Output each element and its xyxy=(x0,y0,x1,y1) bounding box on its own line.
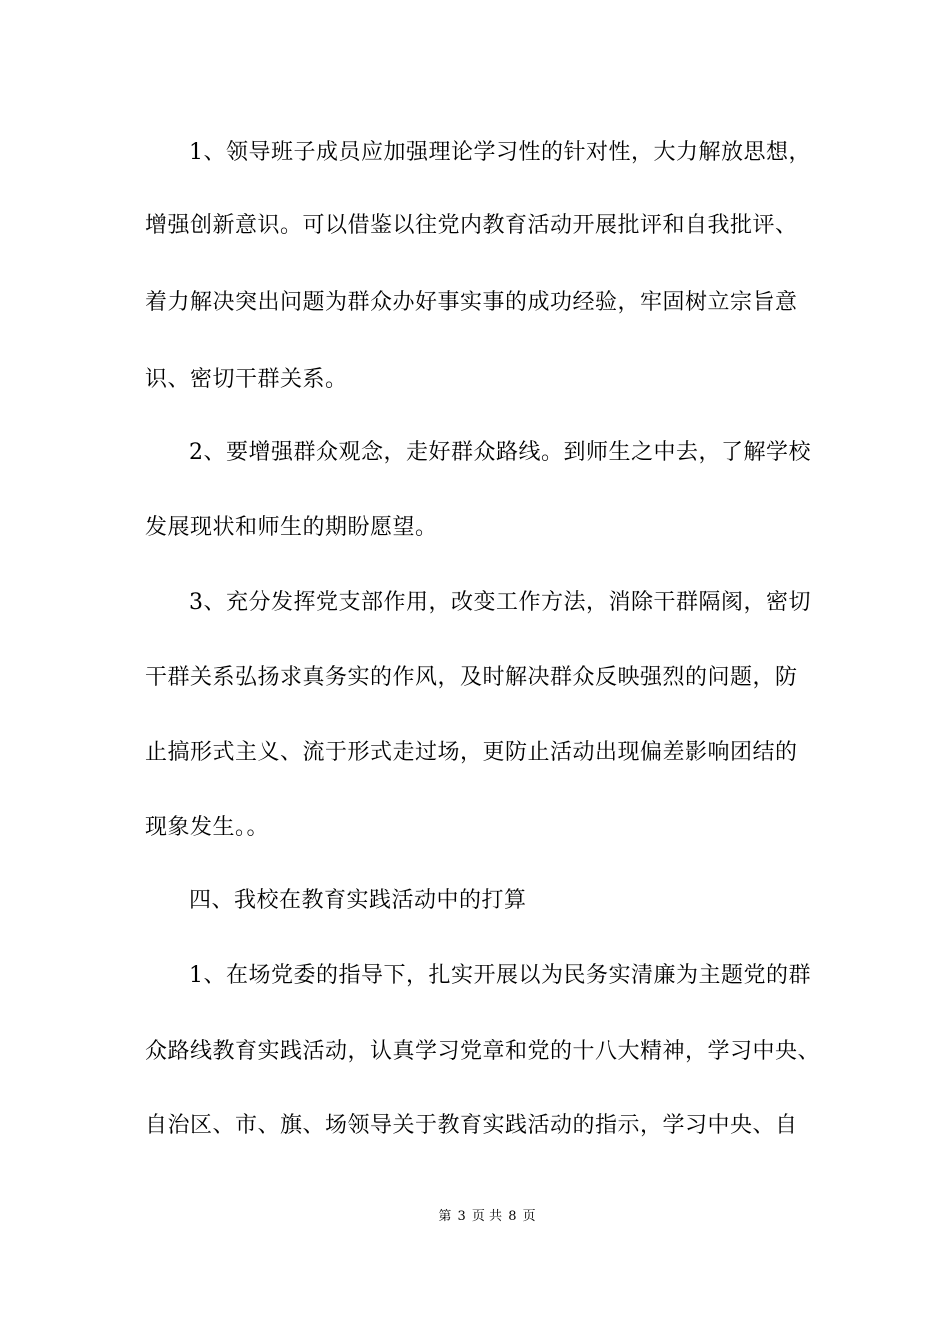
footer-prefix: 第 xyxy=(438,1209,452,1224)
paragraph-line: 识、密切干群关系。 xyxy=(145,367,348,392)
paragraph-line: 1、在场党委的指导下，扎实开展以为民务实清廉为主题党的群 xyxy=(189,963,811,988)
paragraph-line: 现象发生。。 xyxy=(145,815,270,840)
paragraph-line: 众路线教育实践活动，认真学习党章和党的十八大精神，学习中央、 xyxy=(145,1039,821,1064)
paragraph-line: 自治区、市、旗、场领导关于教育实践活动的指示，学习中央、自 xyxy=(145,1113,798,1138)
footer-middle: 页 共 xyxy=(471,1209,503,1224)
section-heading: 四、我校在教育实践活动中的打算 xyxy=(189,888,527,913)
footer-current-page: 3 xyxy=(457,1209,466,1224)
paragraph-line: 发展现状和师生的期盼愿望。 xyxy=(145,515,438,540)
footer-suffix: 页 xyxy=(522,1209,536,1224)
footer-total-pages: 8 xyxy=(508,1209,517,1224)
paragraph-line: 2、要增强群众观念，走好群众路线。到师生之中去，了解学校 xyxy=(189,440,811,465)
paragraph-line: 3、充分发挥党支部作用，改变工作方法，消除干群隔阂，密切 xyxy=(189,590,811,615)
paragraph-line: 1、领导班子成员应加强理论学习性的针对性，大力解放思想， xyxy=(189,140,811,165)
paragraph-line: 着力解决突出问题为群众办好事实事的成功经验，牢固树立宗旨意 xyxy=(145,290,798,315)
paragraph-line: 增强创新意识。可以借鉴以往党内教育活动开展批评和自我批评、 xyxy=(145,213,798,238)
page-footer xyxy=(0,1209,950,1225)
paragraph-line: 干群关系弘扬求真务实的作风，及时解决群众反映强烈的问题，防 xyxy=(145,665,798,690)
paragraph-line: 止搞形式主义、流于形式走过场，更防止活动出现偏差影响团结的 xyxy=(145,740,798,765)
